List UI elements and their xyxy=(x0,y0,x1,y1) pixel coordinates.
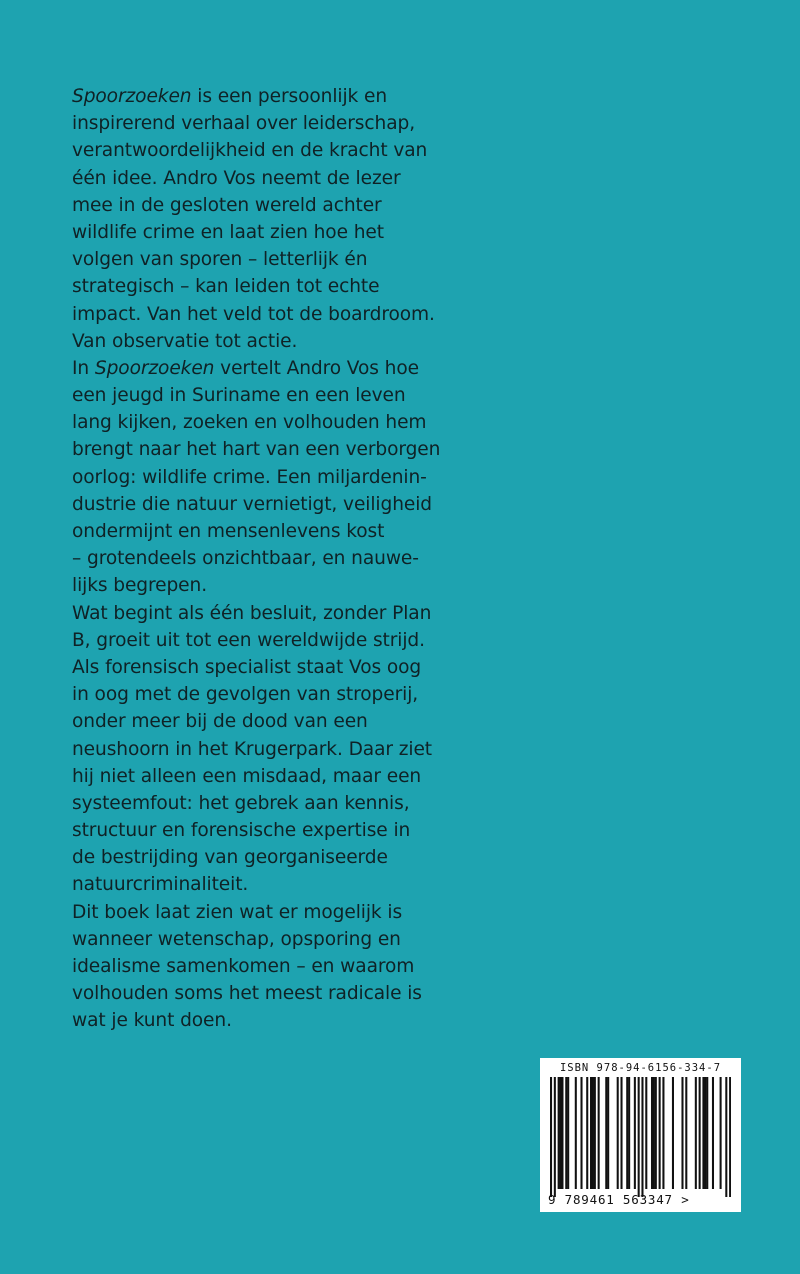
blurb-line: volhouden soms het meest radicale is xyxy=(72,983,422,1005)
isbn-label: ISBN 978-94-6156-334-7 xyxy=(559,1062,722,1074)
blurb-line: een jeugd in Suriname en een leven xyxy=(72,385,406,407)
blurb-line: systeemfout: het gebrek aan kennis, xyxy=(72,792,410,814)
blurb-line: B, groeit uit tot een wereldwijde strijd. xyxy=(72,629,425,651)
blurb-line: brengt naar het hart van een verborgen xyxy=(72,439,441,461)
barcode-bar xyxy=(699,1077,701,1189)
ean-digits: 9 789461 563347 > xyxy=(548,1192,690,1207)
barcode-bar xyxy=(617,1077,619,1189)
barcode-bar xyxy=(628,1077,630,1189)
barcode-bar xyxy=(626,1077,628,1189)
barcode-bar xyxy=(634,1077,636,1189)
blurb-line: hij niet alleen een misdaad, maar een xyxy=(72,765,422,787)
blurb-line: natuurcriminaliteit. xyxy=(72,874,249,896)
barcode-bar xyxy=(638,1077,640,1197)
blurb-line: structuur en forensische expertise in xyxy=(72,820,411,842)
barcode-bar xyxy=(592,1077,594,1189)
blurb-line: wat je kunt doen. xyxy=(72,1010,232,1032)
barcode-bar xyxy=(580,1077,582,1189)
barcode-bar xyxy=(685,1077,687,1189)
barcode-bar xyxy=(598,1077,600,1189)
blurb-line: Wat begint als één besluit, zonder Plan xyxy=(72,602,432,624)
blurb-line: Spoorzoeken is een persoonlijk en xyxy=(72,86,388,107)
barcode-bar xyxy=(659,1077,661,1189)
blurb-line: onder meer bij de dood van een xyxy=(72,711,368,733)
barcode-bar xyxy=(620,1077,622,1189)
barcode-bar xyxy=(550,1077,552,1197)
barcode-bar xyxy=(655,1077,657,1189)
barcode-bar xyxy=(704,1077,706,1189)
blurb-line: één idee. Andro Vos neemt de lezer xyxy=(72,167,401,189)
barcode-bar xyxy=(554,1077,556,1197)
barcode-bar xyxy=(567,1077,569,1189)
blurb-line: mee in de gesloten wereld achter xyxy=(72,194,382,216)
blurb-line: – grotendeels onzichtbaar, en nauwe- xyxy=(72,548,419,570)
blurb-line: wanneer wetenschap, opsporing en xyxy=(72,928,401,950)
barcode-bar xyxy=(565,1077,567,1189)
barcode-bar xyxy=(729,1077,731,1197)
blurb-line: volgen van sporen – letterlijk én xyxy=(72,249,368,271)
blurb-line: verantwoordelijkheid en de kracht van xyxy=(72,140,428,162)
blurb-line: in oog met de gevolgen van stroperij, xyxy=(72,684,419,706)
barcode-bar xyxy=(605,1077,607,1189)
blurb-text xyxy=(72,83,452,1035)
barcode-bar xyxy=(702,1077,704,1189)
blurb-line: lijks begrepen. xyxy=(72,575,208,597)
barcode-bar xyxy=(712,1077,714,1189)
barcode-bar xyxy=(725,1077,727,1197)
barcode-bar xyxy=(607,1077,609,1189)
blurb-line: Van observatie tot actie. xyxy=(72,330,298,352)
barcode-bar xyxy=(653,1077,655,1189)
blurb-line: ondermijnt en mensenlevens kost xyxy=(72,521,385,542)
barcode-bar xyxy=(645,1077,647,1189)
blurb-line: dustrie die natuur vernietigt, veiligheid xyxy=(72,493,432,515)
barcode-bar xyxy=(561,1077,563,1189)
blurb-line: strategisch – kan leiden tot echte xyxy=(72,276,380,298)
blurb-line: idealisme samenkomen – en waarom xyxy=(72,956,415,977)
barcode-bar xyxy=(681,1077,683,1189)
blurb-line: Als forensisch specialist staat Vos oog xyxy=(72,656,422,678)
barcode-bar xyxy=(662,1077,664,1189)
blurb-line: inspirerend verhaal over leiderschap, xyxy=(72,113,415,135)
blurb-line: wildlife crime en laat zien hoe het xyxy=(72,221,384,243)
blurb-line: Dit boek laat zien wat er mogelijk is xyxy=(72,901,403,923)
barcode-bar xyxy=(706,1077,708,1189)
barcode-bar xyxy=(560,1077,562,1189)
blurb-line: lang kijken, zoeken en volhouden hem xyxy=(72,412,427,434)
blurb-line: oorlog: wildlife crime. Een miljardenin- xyxy=(72,466,427,488)
barcode-bar xyxy=(594,1077,596,1189)
blurb-line: neushoorn in het Krugerpark. Daar ziet xyxy=(72,738,432,760)
barcode-bar xyxy=(695,1077,697,1189)
barcode-bar xyxy=(590,1077,592,1189)
blurb-line: de bestrijding van georganiseerde xyxy=(72,847,388,869)
barcode-bar xyxy=(651,1077,653,1189)
barcode-bar xyxy=(558,1077,560,1189)
blurb-line: In Spoorzoeken vertelt Andro Vos hoe xyxy=(72,357,419,379)
blurb-line: impact. Van het veld tot de boardroom. xyxy=(72,303,435,325)
barcode-bars xyxy=(550,1077,731,1197)
barcode-bar xyxy=(586,1077,588,1189)
isbn-barcode xyxy=(540,1058,741,1212)
barcode-bar xyxy=(641,1077,643,1197)
barcode-bar xyxy=(575,1077,577,1189)
barcode-bar xyxy=(720,1077,722,1189)
barcode-bar xyxy=(672,1077,674,1189)
